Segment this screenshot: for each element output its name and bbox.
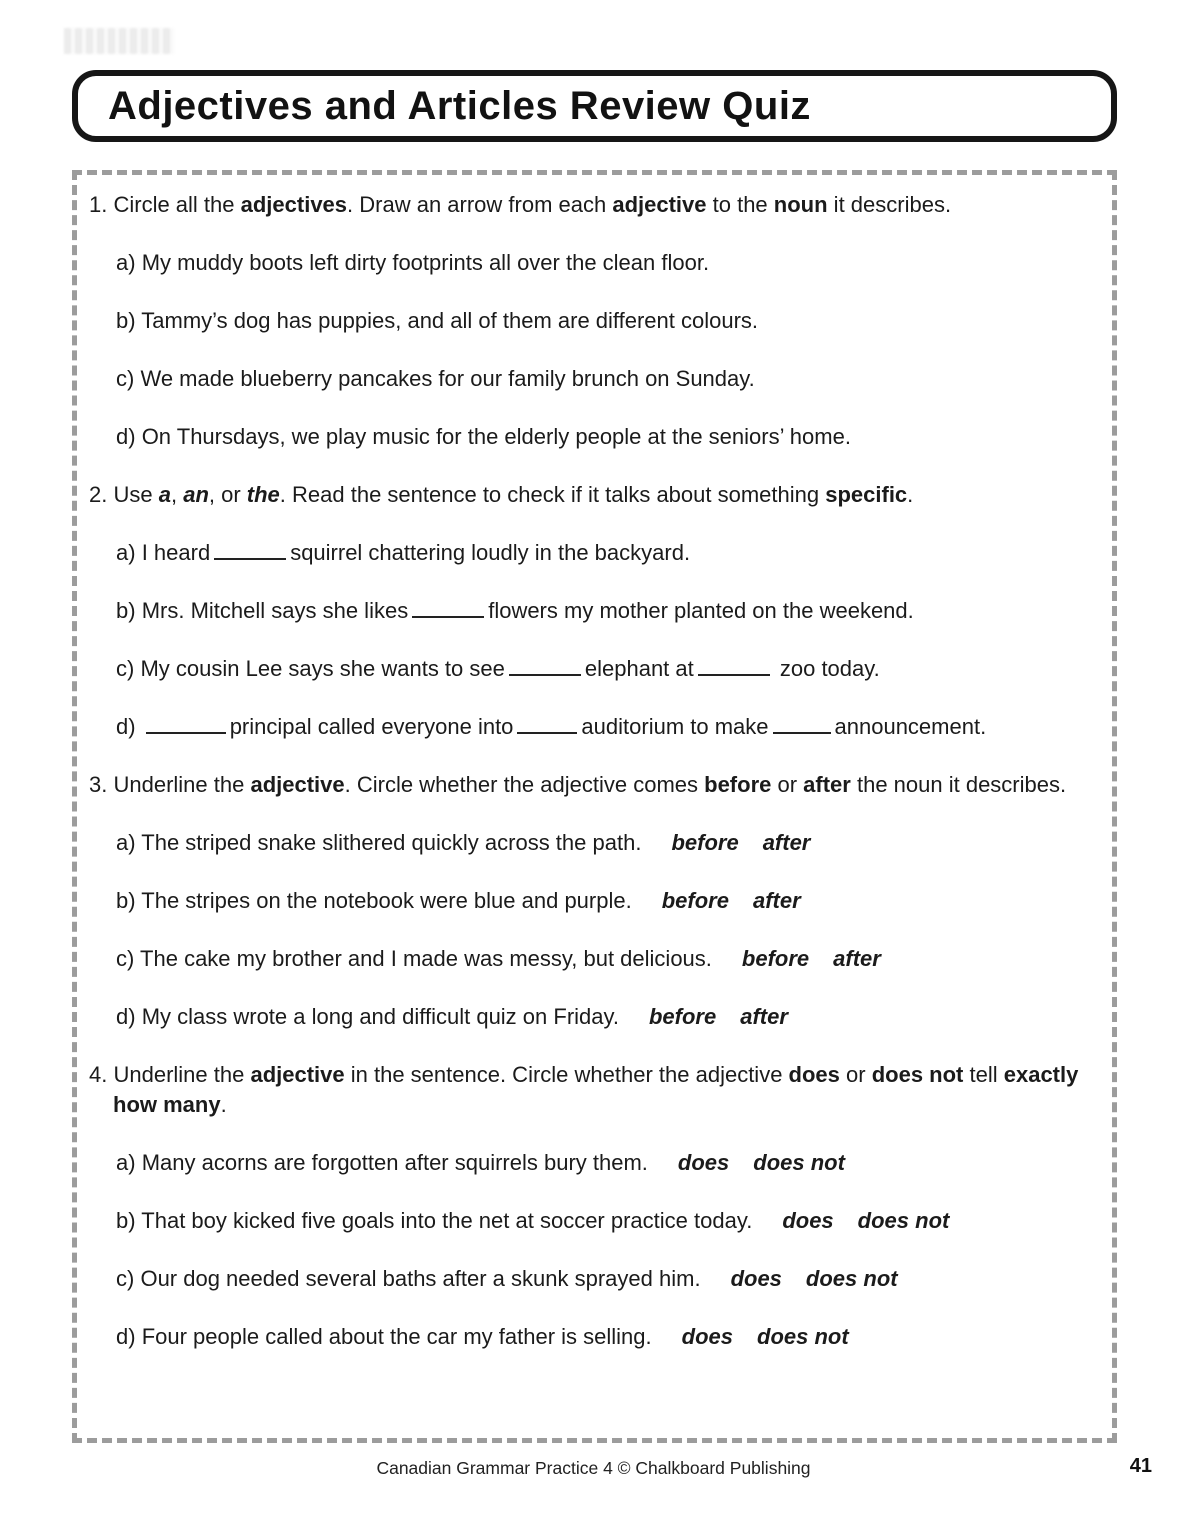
text-segment: to the <box>706 192 774 217</box>
question-number: 4. <box>89 1062 114 1087</box>
text-segment: an <box>183 482 209 507</box>
item-label: d) <box>116 714 142 739</box>
text-segment: Underline the <box>113 772 251 797</box>
question-item <box>116 1206 1104 1236</box>
text-segment: The cake my brother and I made was messy, but delicious. <box>140 946 712 971</box>
question <box>89 1060 1104 1352</box>
question-prompt <box>89 1060 1104 1120</box>
answer-option: after <box>752 888 801 913</box>
question <box>89 480 1104 742</box>
item-label: b) <box>116 598 142 623</box>
text-segment: On Thursdays, we play music for the elderly people at the seniors’ home. <box>141 424 851 449</box>
answer-blank <box>698 670 770 676</box>
text-segment: My cousin Lee says she wants to see <box>140 656 505 681</box>
answer-option: after <box>833 946 881 971</box>
text-segment: . <box>220 1092 227 1117</box>
text-segment: Use <box>113 482 159 507</box>
text-segment: the <box>246 482 280 507</box>
question-number: 2. <box>89 482 114 507</box>
text-segment: a <box>158 482 171 507</box>
item-label: c) <box>116 366 141 391</box>
text-segment: , <box>170 482 184 507</box>
question-item <box>116 886 1104 916</box>
answer-blank <box>773 728 831 734</box>
item-label: a) <box>116 1150 142 1175</box>
text-segment: elephant at <box>584 656 694 681</box>
answer-blank <box>412 612 484 618</box>
scan-artifact <box>64 28 174 54</box>
text-segment: specific <box>825 482 908 507</box>
quiz-body <box>72 170 1117 1443</box>
text-segment: announcement. <box>834 714 987 739</box>
text-segment: after <box>803 772 851 797</box>
question-number: 1. <box>89 192 114 217</box>
text-segment: , or <box>208 482 247 507</box>
question-item <box>116 1322 1104 1352</box>
item-label: b) <box>116 888 142 913</box>
text-segment: it describes. <box>827 192 952 217</box>
answer-blank <box>517 728 577 734</box>
text-segment: adjective <box>612 192 707 217</box>
text-segment: principal called everyone into <box>229 714 514 739</box>
question-item <box>116 306 1104 336</box>
page-number: 41 <box>1129 1455 1152 1477</box>
text-segment: . Circle whether the adjective comes <box>344 772 705 797</box>
title-box <box>72 70 1117 142</box>
answer-option: does <box>681 1324 733 1349</box>
item-label: b) <box>116 1208 142 1233</box>
item-label: c) <box>116 1266 141 1291</box>
question-item <box>116 1264 1104 1294</box>
text-segment: . <box>907 482 914 507</box>
text-segment: or <box>839 1062 872 1087</box>
page-title: Adjectives and Articles Review Quiz <box>108 83 811 128</box>
text-segment: auditorium to make <box>581 714 769 739</box>
text-segment: Circle all the <box>113 192 241 217</box>
question-item <box>116 944 1104 974</box>
text-segment: That boy kicked five goals into the net at soccer practice today. <box>141 1208 753 1233</box>
text-segment: in the sentence. Circle whether the adjective <box>344 1062 789 1087</box>
text-segment: We made blueberry pancakes for our family brunch on Sunday. <box>140 366 755 391</box>
answer-option: does not <box>757 1324 849 1349</box>
question-item <box>116 538 1104 568</box>
answer-option: does not <box>857 1208 950 1233</box>
answer-option: after <box>762 830 811 855</box>
footer-credit: Canadian Grammar Practice 4 © Chalkboard Publishing <box>376 1458 811 1478</box>
item-label: b) <box>116 308 142 333</box>
text-segment: squirrel chattering loudly in the backyard. <box>290 540 691 565</box>
text-segment: zoo today. <box>773 656 880 681</box>
text-segment: Mrs. Mitchell says she likes <box>141 598 409 623</box>
answer-option: does not <box>805 1266 898 1291</box>
question-prompt <box>89 480 1104 510</box>
item-label: a) <box>116 250 142 275</box>
text-segment: Four people called about the car my father is selling. <box>141 1324 652 1349</box>
text-segment: adjective <box>250 1062 345 1087</box>
text-segment: Tammy’s dog has puppies, and all of them are different colours. <box>141 308 759 333</box>
text-segment: The stripes on the notebook were blue and purple. <box>141 888 632 913</box>
answer-option: before <box>648 1004 717 1029</box>
text-segment: I heard <box>141 540 211 565</box>
text-segment: exactly how many <box>113 1062 1079 1117</box>
text-segment: the noun it describes. <box>850 772 1067 797</box>
text-segment: Underline the <box>113 1062 251 1087</box>
text-segment: adjective <box>250 772 345 797</box>
question-prompt <box>89 770 1104 800</box>
question-number: 3. <box>89 772 114 797</box>
answer-option: before <box>671 830 739 855</box>
answer-blank <box>214 554 286 560</box>
question-item <box>116 712 1104 742</box>
answer-blank <box>509 670 581 676</box>
question-item <box>116 364 1104 394</box>
text-segment: Our dog needed several baths after a skunk sprayed him. <box>140 1266 701 1291</box>
text-segment: The striped snake slithered quickly across the path. <box>141 830 642 855</box>
question-item <box>116 828 1104 858</box>
item-label: d) <box>116 1324 142 1349</box>
item-label: c) <box>116 946 141 971</box>
answer-option: does <box>782 1208 834 1233</box>
question-item <box>116 422 1104 452</box>
text-segment: does not <box>871 1062 964 1087</box>
text-segment: . Read the sentence to check if it talks about something <box>279 482 826 507</box>
answer-blank <box>146 728 226 734</box>
answer-option: does <box>730 1266 782 1291</box>
text-segment: flowers my mother planted on the weekend. <box>488 598 914 623</box>
question-item <box>116 654 1104 684</box>
text-segment: My muddy boots left dirty footprints all over the clean floor. <box>141 250 710 275</box>
text-segment: before <box>704 772 772 797</box>
text-segment: does <box>788 1062 840 1087</box>
answer-option: before <box>741 946 810 971</box>
text-segment: or <box>771 772 804 797</box>
question <box>89 770 1104 1032</box>
question-prompt <box>89 190 1104 220</box>
item-label: d) <box>116 1004 142 1029</box>
text-segment: adjectives <box>240 192 348 217</box>
text-segment: tell <box>963 1062 1004 1087</box>
question-item <box>116 1002 1104 1032</box>
item-label: a) <box>116 540 142 565</box>
item-label: d) <box>116 424 142 449</box>
text-segment: My class wrote a long and difficult quiz on Friday. <box>141 1004 619 1029</box>
answer-option: does <box>677 1150 730 1175</box>
text-segment: . Draw an arrow from each <box>347 192 613 217</box>
text-segment: Many acorns are forgotten after squirrels bury them. <box>141 1150 648 1175</box>
text-segment: noun <box>773 192 828 217</box>
question-item <box>116 248 1104 278</box>
answer-option: does not <box>753 1150 845 1175</box>
question-item <box>116 596 1104 626</box>
item-label: a) <box>116 830 142 855</box>
answer-option: after <box>740 1004 788 1029</box>
question <box>89 190 1104 452</box>
answer-option: before <box>661 888 729 913</box>
item-label: c) <box>116 656 141 681</box>
question-item <box>116 1148 1104 1178</box>
